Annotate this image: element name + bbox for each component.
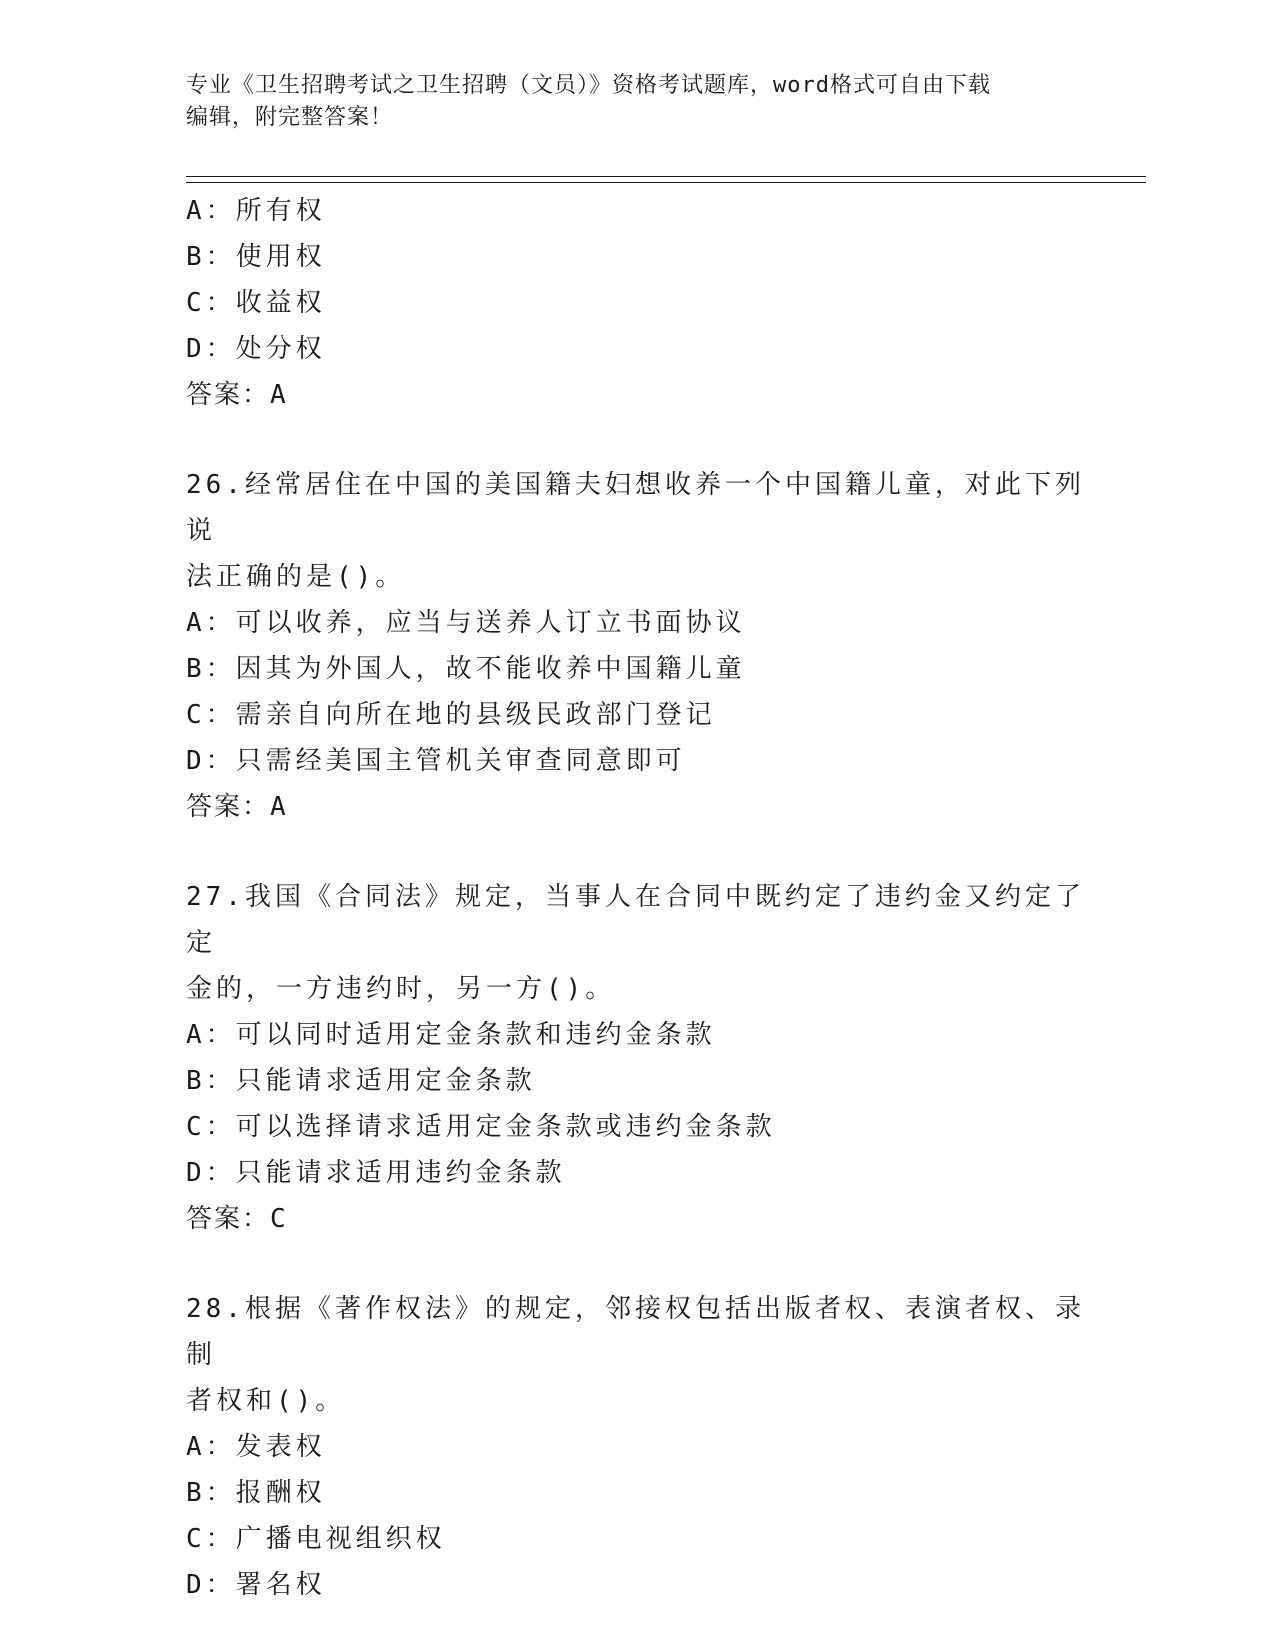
question-text-line-2: 法正确的是()。 — [186, 562, 406, 592]
question-text-line-1: 28.根据《著作权法》的规定，邻接权包括出版者权、表演者权、录制 — [186, 1294, 1085, 1370]
question-text — [186, 1286, 1086, 1424]
answer-line — [186, 372, 1106, 418]
answer-label: 答案： — [186, 380, 271, 410]
option-a: A：可以收养，应当与送养人订立书面协议 — [186, 608, 746, 638]
answer-line — [186, 784, 1106, 830]
option-b: B：报酬权 — [186, 1478, 326, 1508]
option-c: C：收益权 — [186, 288, 326, 318]
option-a: A：可以同时适用定金条款和违约金条款 — [186, 1020, 716, 1050]
option-c: C：广播电视组织权 — [186, 1524, 446, 1554]
option-a: A：发表权 — [186, 1432, 326, 1462]
answer-label: 答案： — [186, 792, 271, 822]
option-c: C：可以选择请求适用定金条款或违约金条款 — [186, 1112, 776, 1142]
option-d: D：只需经美国主管机关审查同意即可 — [186, 746, 686, 776]
option-b: B：因其为外国人，故不能收养中国籍儿童 — [186, 654, 746, 684]
question-text — [186, 874, 1086, 1012]
question-25 — [186, 188, 1106, 418]
option-d: D：署名权 — [186, 1570, 326, 1600]
option-b: B：使用权 — [186, 242, 326, 272]
option-c: C：需亲自向所在地的县级民政部门登记 — [186, 700, 716, 730]
question-list — [186, 188, 1106, 1608]
answer-value: A — [270, 792, 288, 822]
option-d: D：只能请求适用违约金条款 — [186, 1158, 566, 1188]
question-text-line-1: 26.经常居住在中国的美国籍夫妇想收养一个中国籍儿童，对此下列说 — [186, 470, 1085, 546]
answer-value: A — [270, 380, 288, 410]
answer-line — [186, 1196, 1106, 1242]
question-27 — [186, 874, 1106, 1242]
option-d: D：处分权 — [186, 334, 326, 364]
header-rule-bottom — [186, 182, 1146, 183]
answer-value: C — [270, 1204, 288, 1234]
header-rule-top — [186, 176, 1146, 177]
question-text-line-2: 者权和()。 — [186, 1386, 346, 1416]
question-26 — [186, 462, 1106, 830]
option-b: B：只能请求适用定金条款 — [186, 1066, 536, 1096]
document-header — [186, 70, 1086, 134]
question-text-line-1: 27.我国《合同法》规定，当事人在合同中既约定了违约金又约定了定 — [186, 882, 1085, 958]
header-line-1: 专业《卫生招聘考试之卫生招聘（文员）》资格考试题库，word格式可自由下载 — [186, 73, 991, 98]
question-28 — [186, 1286, 1106, 1608]
question-text — [186, 462, 1086, 600]
question-text-line-2: 金的，一方违约时，另一方()。 — [186, 974, 616, 1004]
header-line-2: 编辑，附完整答案！ — [186, 105, 394, 130]
option-a: A：所有权 — [186, 196, 326, 226]
answer-label: 答案： — [186, 1204, 271, 1234]
